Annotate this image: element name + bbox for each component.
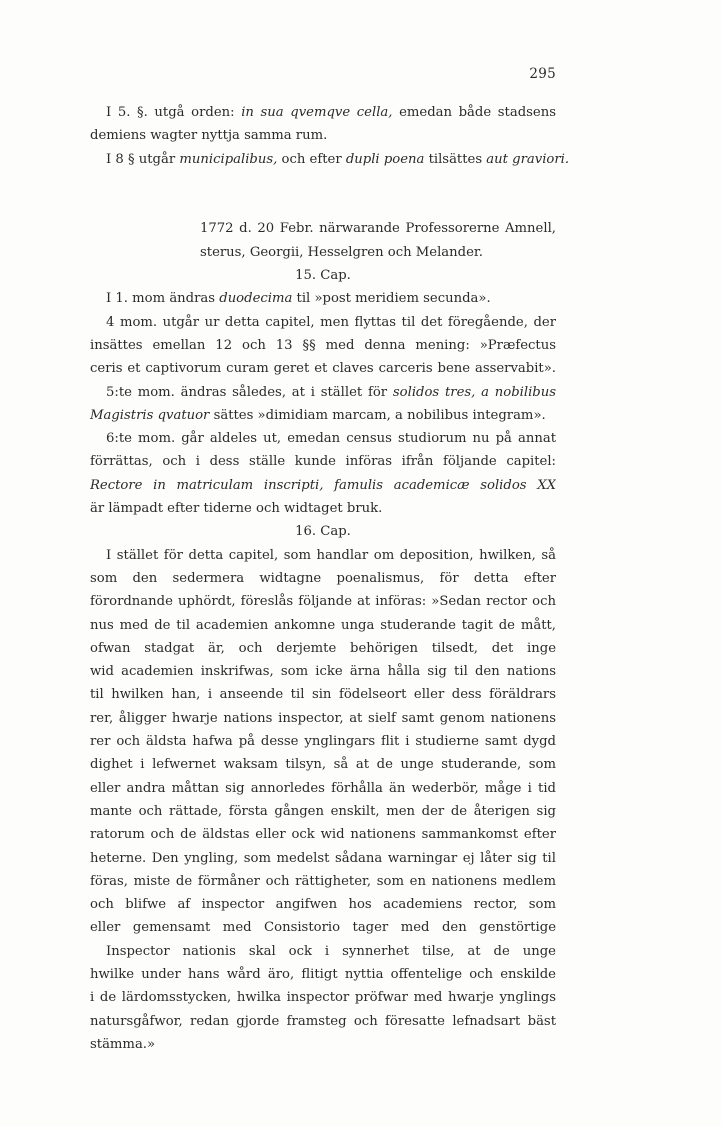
text-run: rer och äldsta hafwa på desse ynglingars flit i studierne samt dygd: [90, 734, 556, 750]
text-run: rer, åligger hwarje nations inspector, at sielf samt genom nationens: [90, 710, 556, 726]
text-line: [90, 683, 556, 706]
text-run: eller gemensamt med Consistorio tager med den genstörtige: [90, 920, 556, 936]
text-run: stämma.»: [90, 1036, 156, 1052]
text-run: heterne. Den yngling, som medelst sådana warningar ej låter sig til: [90, 850, 556, 866]
text-run: Inspector nationis skal ock i synnerhet tilse, at de unge: [106, 943, 556, 959]
text-line: [90, 101, 556, 124]
page-number: 295: [529, 66, 556, 82]
text-run: 1772 d. 20 Febr. närwarande Professorerne Amnell,: [200, 221, 556, 237]
text-line: [90, 893, 556, 916]
text-run: emedan både stadsens: [399, 105, 556, 120]
text-run: ceris et captivorum curam geret et claves carceris bene asservabit».: [90, 361, 556, 377]
text-run: dighet i lefwernet waksam tilsyn, så at de unge studerande, som: [90, 757, 556, 773]
text-run: I 1. mom ändras: [106, 291, 220, 307]
text-line: [90, 847, 556, 870]
text-line: [90, 427, 556, 450]
text-line: [90, 334, 556, 357]
text-line: [90, 986, 556, 1009]
text-run: mante och rättade, första gången enskilt, men der de återigen sig: [90, 803, 556, 819]
text-run: I 8 § utgår: [106, 151, 180, 167]
text-line: [90, 148, 570, 171]
text-run: föras, miste de förmåner och rättigheter, som en nationens medlem: [90, 873, 556, 889]
blank-line: [90, 194, 556, 217]
text-run: förrättas, och i dess ställe kunde införas ifrån följande capitel:: [90, 454, 556, 470]
text-line: [90, 474, 556, 497]
text-line: [90, 357, 556, 380]
text-run: I stället för detta capitel, som handlar om deposition, hwilken, så: [106, 547, 556, 563]
text-line: [90, 823, 556, 846]
text-line: [90, 707, 556, 730]
text-line: [90, 1010, 556, 1033]
text-run: i de lärdomsstycken, hwilka inspector pröfwar med hwarje ynglings: [90, 990, 556, 1006]
italic-run: Rectore in matriculam inscripti, famulis academicæ solidos XX: [90, 477, 556, 493]
text-run: och blifwe af inspector angifwen hos academiens rector, som: [90, 897, 556, 913]
text-line: [90, 614, 556, 637]
text-line: [90, 730, 556, 753]
text-run: wid academien inskrifwas, som icke ärna hålla sig til den nations: [90, 664, 556, 680]
text-line: [90, 450, 556, 473]
text-run: tilsättes: [424, 151, 487, 167]
text-run: ofwan stadgat är, och derjemte behörigen tilsedt, det inge: [90, 640, 556, 656]
italic-run: in sua qvemqve cella,: [241, 105, 393, 120]
text-run: ratorum och de äldstas eller ock wid nationens sammankomst efter: [90, 827, 556, 843]
text-line: [90, 311, 556, 334]
body-text: [90, 101, 570, 1056]
text-line: [90, 217, 556, 240]
text-line: [90, 916, 556, 939]
text-run: sterus, Georgii, Hesselgren och Melander.: [200, 244, 483, 260]
text-run: förordnande uphördt, föreslås följande at införas: »Sedan rector och: [90, 594, 556, 610]
text-line: [90, 381, 556, 404]
text-run: som den sedermera widtagne poenalismus, för detta efter: [90, 570, 556, 586]
text-run: 5:te mom. ändras således, at i stället för: [106, 384, 393, 400]
italic-run: duodecima: [219, 291, 293, 307]
text-line: [90, 940, 556, 963]
text-run: eller andra måttan sig annorledes förhålla än wederbör, måge i tid: [90, 780, 556, 796]
text-run: natursgåfwor, redan gjorde framsteg och föresatte lefnadsart bäst: [90, 1013, 556, 1029]
italic-run: solidos tres, a nobilibus: [392, 384, 556, 400]
chapter-heading: [90, 264, 556, 287]
italic-run: Magistris qvatuor: [90, 407, 210, 423]
italic-run: aut graviori.: [486, 151, 570, 167]
text-run: til hwilken han, i anseende til sin födelseort eller dess föräldrars: [90, 687, 556, 703]
text-run: sättes »dimidiam marcam, a nobilibus integram».: [209, 407, 546, 423]
text-run: 6:te mom. går aldeles ut, emedan census studiorum nu på annat: [106, 431, 556, 447]
blank-line: [90, 171, 556, 194]
text-run: och efter: [277, 151, 346, 167]
text-run: I 5. §. utgå orden:: [106, 105, 242, 120]
text-line: [90, 963, 556, 986]
text-line: [90, 590, 556, 613]
text-line: [90, 497, 556, 520]
text-line: [90, 800, 556, 823]
text-line: [90, 567, 556, 590]
text-run: insättes emellan 12 och 13 §§ med denna mening: »Præfectus: [90, 337, 556, 353]
text-line: [90, 753, 556, 776]
text-line: [90, 660, 556, 683]
text-line: [90, 637, 556, 660]
text-line: [90, 287, 556, 310]
text-run: nus med de til academien ankomne unga studerande tagit de mått,: [90, 617, 556, 633]
text-line: [90, 241, 556, 264]
text-run: demiens wagter nyttja samma rum.: [90, 128, 328, 144]
text-run: är lämpadt efter tiderne och widtaget bruk.: [90, 501, 383, 517]
italic-run: municipalibus,: [179, 151, 278, 167]
text-line: [90, 404, 556, 427]
italic-run: dupli poena: [345, 151, 425, 167]
text-run: 15. Cap.: [295, 268, 351, 284]
text-line: [90, 1033, 556, 1056]
text-line: [90, 777, 556, 800]
text-run: hwilke under hans wård äro, flitigt nyttia offentelige och enskilde: [90, 966, 556, 982]
text-line: [90, 870, 556, 893]
text-line: [90, 124, 556, 147]
text-line: [90, 544, 556, 567]
text-run: til »post meridiem secunda».: [292, 291, 491, 307]
chapter-heading: [90, 520, 556, 543]
text-run: 4 mom. utgår ur detta capitel, men flyttas til det föregående, der: [106, 314, 556, 330]
text-run: 16. Cap.: [295, 524, 351, 540]
